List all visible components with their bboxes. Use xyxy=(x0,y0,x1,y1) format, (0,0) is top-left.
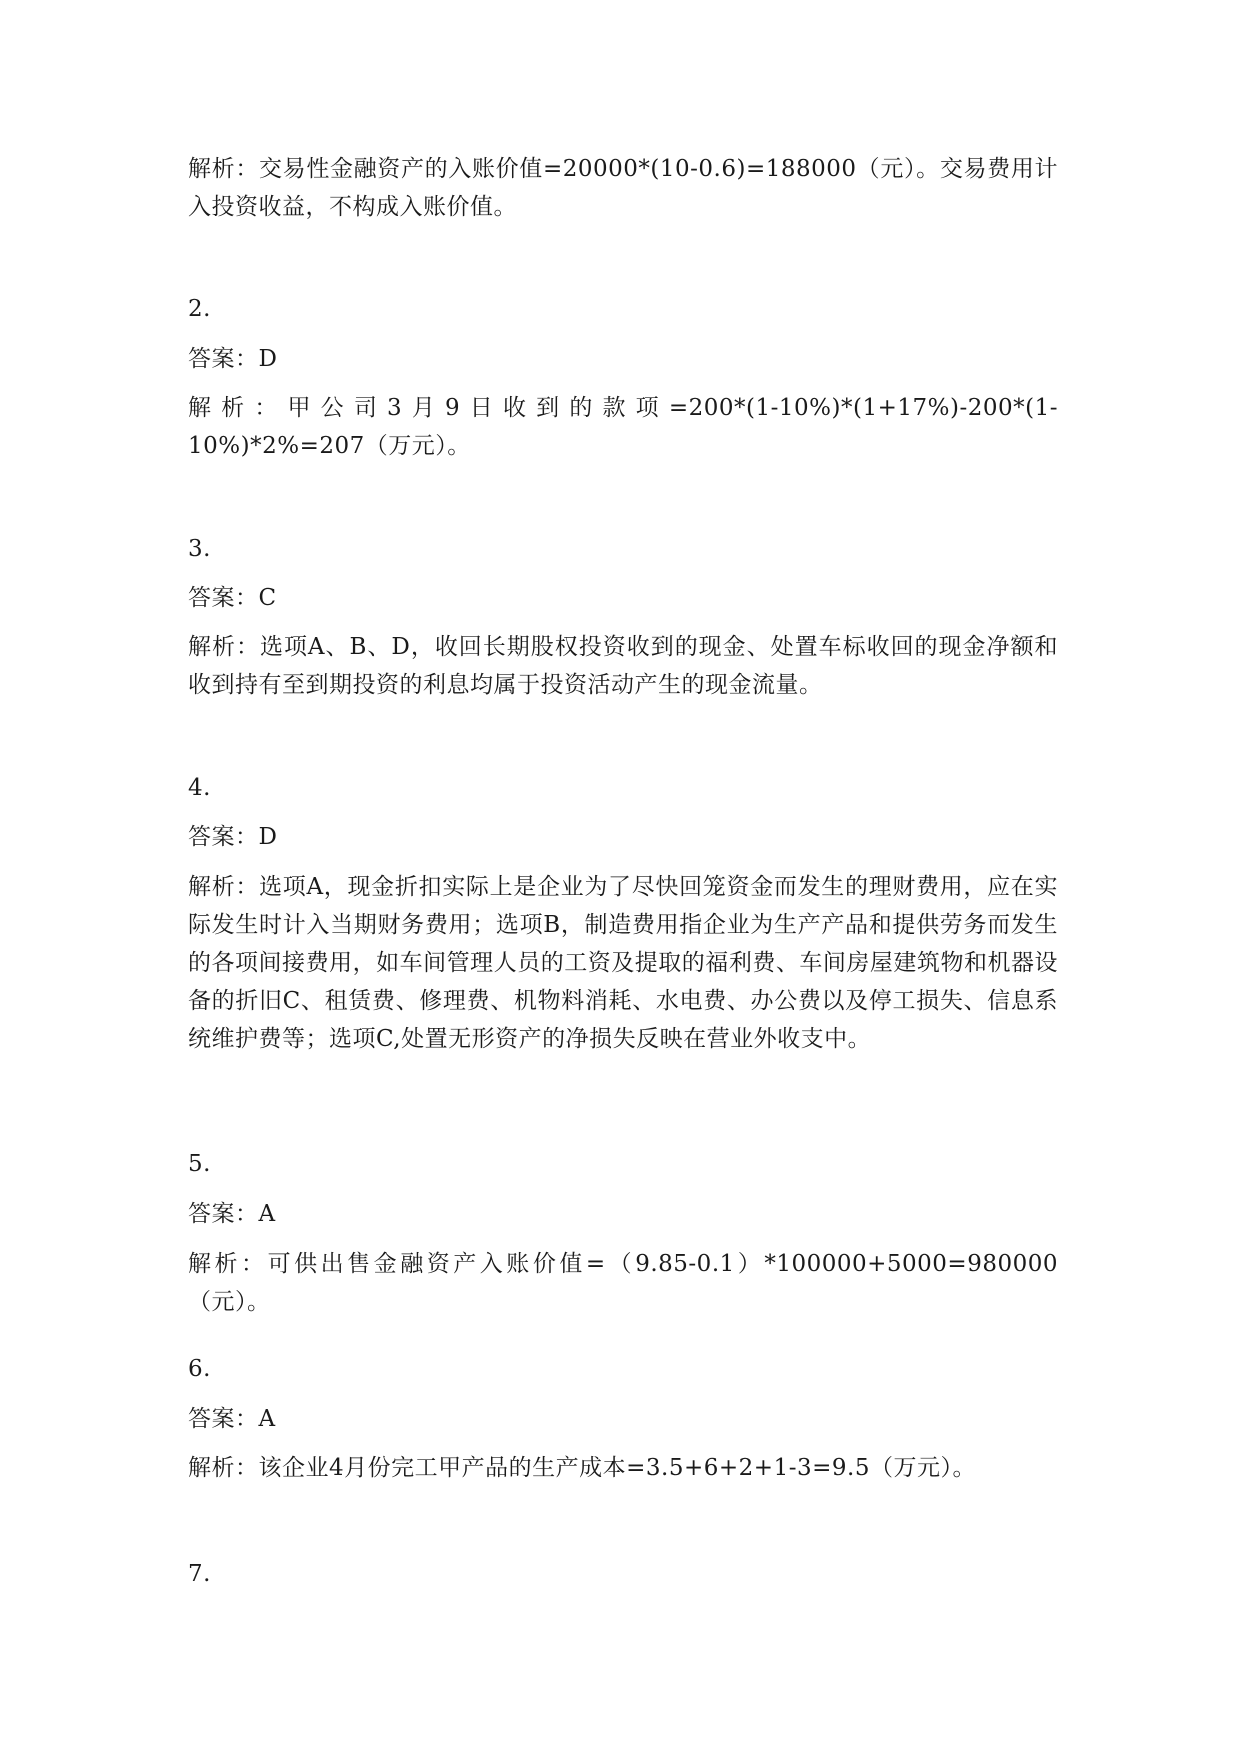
question-number-3: 3. xyxy=(188,536,211,562)
answer-5: 答案：A xyxy=(188,1201,276,1227)
answer-3: 答案：C xyxy=(188,585,277,611)
intro-analysis: 解析：交易性金融资产的入账价值=20000*(10-0.6)=188000（元）。交易费用计入投资收益，不构成入账价值。 xyxy=(188,156,1058,220)
analysis-6: 解析：该企业4月份完工甲产品的生产成本=3.5+6+2+1-3=9.5（万元）。 xyxy=(188,1455,976,1481)
analysis-3: 解析：选项A、B、D，收回长期股权投资收到的现金、处置车标收回的现金净额和收到持有至到期投资的利息均属于投资活动产生的现金流量。 xyxy=(188,634,1058,698)
analysis-4: 解析：选项A，现金折扣实际上是企业为了尽快回笼资金而发生的理财费用，应在实际发生时计入当期财务费用；选项B，制造费用指企业为生产产品和提供劳务而发生的各项间接费用，如车间管理人员的工资及提取的福利费、车间房屋建筑物和机器设备的折旧C、租赁费、修理费、机物料消耗、水电费、办公费以及停工损失、信息系统维护费等；选项C,处置无形资产的净损失反映在营业外收支中。 xyxy=(188,874,1058,1052)
question-number-6: 6. xyxy=(188,1356,211,1382)
question-number-5: 5. xyxy=(188,1151,211,1177)
analysis-2: 解析：甲公司3月9日收到的款项=200*(1-10%)*(1+17%)-200*(1-10%)*2%=207（万元）。 xyxy=(188,395,1058,459)
answer-2: 答案：D xyxy=(188,346,278,372)
answer-4: 答案：D xyxy=(188,824,278,850)
question-number-4: 4. xyxy=(188,775,211,801)
answer-6: 答案：A xyxy=(188,1406,276,1432)
analysis-5: 解析：可供出售金融资产入账价值=（9.85-0.1）*100000+5000=980000（元）。 xyxy=(188,1251,1058,1315)
question-number-7: 7. xyxy=(188,1561,211,1587)
question-number-2: 2. xyxy=(188,296,211,322)
